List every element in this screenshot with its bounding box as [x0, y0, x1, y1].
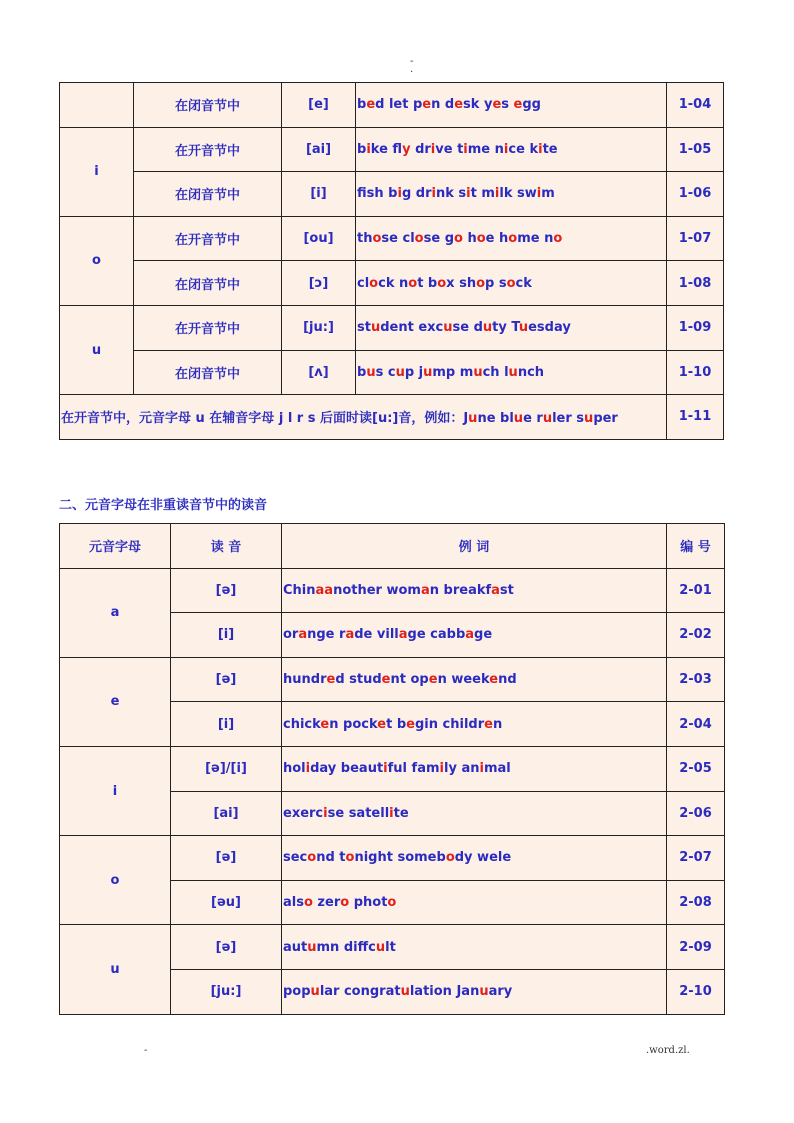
- letter-cell: e: [60, 657, 171, 746]
- sound-cell: [ɔ]: [282, 261, 356, 306]
- highlighted-letter: u: [310, 984, 320, 1000]
- table-row: [60, 127, 724, 172]
- page-footer-right: .word.zl.: [646, 1045, 690, 1056]
- code-cell: 2-04: [667, 702, 725, 747]
- example-text: nd: [498, 672, 517, 688]
- table-row: [60, 836, 725, 881]
- example-text: se satell: [327, 805, 390, 821]
- rule-cell: 在闭音节中: [134, 172, 282, 217]
- code-cell: 1-07: [667, 216, 724, 261]
- letter-cell: i: [60, 127, 134, 216]
- example-text: dent exc: [380, 320, 444, 336]
- example-text: p j: [404, 364, 424, 380]
- example-text: ve t: [435, 141, 464, 157]
- example-cell: [282, 613, 667, 658]
- highlighted-letter: u: [542, 411, 553, 427]
- letter-cell: a: [60, 568, 171, 657]
- highlighted-letter: e: [484, 716, 493, 732]
- table-row-note: [60, 395, 724, 440]
- highlighted-letter: o: [476, 275, 486, 291]
- highlighted-letter: e: [428, 672, 438, 688]
- code-cell: 1-10: [667, 350, 724, 395]
- highlighted-letter: e: [366, 97, 376, 113]
- highlighted-letter: aa: [315, 582, 334, 598]
- example-text: nk s: [435, 186, 467, 202]
- vowel-stressed-table: [59, 82, 724, 440]
- code-cell: 2-01: [667, 568, 725, 613]
- sound-cell: [i]: [171, 613, 282, 658]
- highlighted-letter: u: [513, 411, 524, 427]
- example-text: ck: [515, 275, 532, 291]
- table-row: [60, 657, 725, 702]
- rule-cell: 在开音节中: [134, 216, 282, 261]
- highlighted-letter: o: [387, 895, 397, 911]
- rule-cell: 在闭音节中: [134, 83, 282, 128]
- highlighted-letter: i: [430, 141, 436, 157]
- example-text: ge: [474, 627, 493, 643]
- highlighted-letter: o: [508, 231, 518, 247]
- highlighted-letter: u: [508, 364, 518, 380]
- example-text: n week: [437, 672, 490, 688]
- code-cell: 1-05: [667, 127, 724, 172]
- code-cell: 2-09: [667, 925, 725, 970]
- sound-cell: [ai]: [171, 791, 282, 836]
- example-text: h: [462, 231, 477, 247]
- example-text: st: [499, 582, 514, 598]
- example-text: n pock: [329, 716, 378, 732]
- example-cell: [356, 261, 667, 306]
- example-text: m: [541, 186, 555, 202]
- highlighted-letter: a: [420, 582, 430, 598]
- section-title: 二、元音字母在非重读音节中的读音: [59, 498, 268, 513]
- highlighted-letter: i: [538, 141, 543, 157]
- example-text: dy wele: [454, 850, 512, 866]
- example-text: x sh: [446, 275, 477, 291]
- table-row: [60, 172, 724, 217]
- table-row: [60, 568, 725, 613]
- note-prefix: 在开音节中，元音字母 u 在辅音字母 j l r s 后面时读[u:]音，例如：J: [61, 411, 469, 427]
- example-cell: [282, 746, 667, 791]
- example-cell: [282, 925, 667, 970]
- highlighted-letter: e: [492, 97, 502, 113]
- example-text: n: [492, 716, 503, 732]
- code-cell: 1-04: [667, 83, 724, 128]
- example-text: cl: [357, 275, 370, 291]
- highlighted-letter: u: [375, 939, 386, 955]
- example-cell: [282, 702, 667, 747]
- highlighted-letter: o: [307, 850, 317, 866]
- code-cell: 1-09: [667, 305, 724, 350]
- column-header: 例 词: [282, 524, 667, 569]
- page-header-mark: - .: [410, 56, 414, 75]
- table-row: [60, 216, 724, 261]
- highlighted-letter: e: [454, 97, 464, 113]
- example-cell: [282, 836, 667, 881]
- code-cell: 1-06: [667, 172, 724, 217]
- example-text: se cl: [381, 231, 415, 247]
- highlighted-letter: u: [370, 320, 381, 336]
- table-row: [60, 746, 725, 791]
- rule-cell: 在闭音节中: [134, 350, 282, 395]
- example-text: ch l: [482, 364, 509, 380]
- sound-cell: [ai]: [282, 127, 356, 172]
- example-text: chick: [283, 716, 321, 732]
- letter-cell: o: [60, 216, 134, 305]
- example-text: t m: [470, 186, 495, 202]
- example-text: mp m: [432, 364, 474, 380]
- example-text: als: [283, 895, 304, 911]
- example-text: b: [357, 141, 367, 157]
- example-text: s c: [375, 364, 396, 380]
- highlighted-letter: u: [584, 411, 594, 427]
- highlighted-letter: i: [323, 805, 328, 821]
- example-text: ly an: [443, 761, 480, 777]
- example-text: te: [542, 141, 558, 157]
- example-text: ary: [488, 984, 513, 1000]
- example-text: n d: [431, 97, 455, 113]
- example-text: dr: [410, 141, 431, 157]
- column-header: 编 号: [667, 524, 725, 569]
- sound-cell: [ou]: [282, 216, 356, 261]
- example-cell: [282, 969, 667, 1014]
- example-text: phot: [349, 895, 388, 911]
- example-text: day beaut: [310, 761, 384, 777]
- highlighted-letter: o: [445, 850, 455, 866]
- example-text: lar congrat: [319, 984, 401, 1000]
- highlighted-letter: u: [443, 320, 453, 336]
- code-cell: 2-02: [667, 613, 725, 658]
- highlighted-letter: u: [468, 411, 478, 427]
- highlighted-letter: i: [503, 141, 509, 157]
- example-text: exerc: [283, 805, 324, 821]
- example-text: e r: [523, 411, 543, 427]
- example-cell: [356, 216, 667, 261]
- highlighted-letter: e: [326, 672, 336, 688]
- table-header-row: [60, 524, 725, 569]
- example-text: f: [357, 186, 367, 202]
- example-cell: [356, 172, 667, 217]
- example-text: sh b: [366, 186, 398, 202]
- highlighted-letter: e: [377, 716, 387, 732]
- example-text: nge r: [307, 627, 346, 643]
- sound-cell: [ju:]: [171, 969, 282, 1014]
- example-text: de vill: [354, 627, 399, 643]
- example-text: s: [501, 97, 514, 113]
- example-text: ne bl: [477, 411, 514, 427]
- example-text: b: [357, 97, 367, 113]
- example-text: st: [357, 320, 371, 336]
- column-header: 读 音: [171, 524, 282, 569]
- highlighted-letter: u: [400, 984, 410, 1000]
- highlighted-letter: i: [366, 141, 371, 157]
- example-text: nother wom: [333, 582, 421, 598]
- example-text: gin childr: [414, 716, 485, 732]
- example-text: ful fam: [387, 761, 440, 777]
- example-text: nd t: [316, 850, 346, 866]
- highlighted-letter: i: [463, 141, 468, 157]
- sound-cell: [i]: [171, 702, 282, 747]
- example-text: per: [593, 411, 618, 427]
- highlighted-letter: i: [305, 761, 311, 777]
- highlighted-letter: i: [397, 186, 402, 202]
- sound-cell: [ə]: [171, 836, 282, 881]
- highlighted-letter: a: [491, 582, 500, 598]
- column-header: 元音字母: [60, 524, 171, 569]
- highlighted-letter: u: [479, 984, 489, 1000]
- example-cell: [282, 880, 667, 925]
- highlighted-letter: o: [340, 895, 350, 911]
- highlighted-letter: o: [506, 275, 516, 291]
- example-text: t b: [386, 716, 407, 732]
- example-text: gg: [522, 97, 541, 113]
- sound-cell: [i]: [282, 172, 356, 217]
- example-text: Chin: [283, 582, 316, 598]
- highlighted-letter: e: [320, 716, 330, 732]
- code-cell: 1-11: [667, 395, 724, 440]
- example-text: sk y: [463, 97, 493, 113]
- example-text: th: [357, 231, 373, 247]
- highlighted-letter: u: [307, 939, 317, 955]
- example-text: zer: [312, 895, 341, 911]
- highlighted-letter: i: [439, 761, 444, 777]
- highlighted-letter: e: [489, 672, 499, 688]
- example-text: mn diffc: [316, 939, 376, 955]
- example-text: se d: [452, 320, 483, 336]
- example-text: ty T: [492, 320, 519, 336]
- highlighted-letter: u: [518, 320, 529, 336]
- example-text: b: [357, 364, 367, 380]
- example-text: me n: [517, 231, 554, 247]
- example-cell: [282, 568, 667, 613]
- example-text: mal: [483, 761, 511, 777]
- table-row: [60, 350, 724, 395]
- code-cell: 2-05: [667, 746, 725, 791]
- highlighted-letter: a: [298, 627, 308, 643]
- code-cell: 2-03: [667, 657, 725, 702]
- highlighted-letter: i: [536, 186, 542, 202]
- code-cell: 2-06: [667, 791, 725, 836]
- table-row: [60, 261, 724, 306]
- example-text: me n: [467, 141, 504, 157]
- sound-cell: [ə]/[i]: [171, 746, 282, 791]
- sound-cell: [ə]: [171, 657, 282, 702]
- example-text: lation Jan: [409, 984, 480, 1000]
- highlighted-letter: o: [369, 275, 379, 291]
- example-text: hol: [283, 761, 306, 777]
- example-text: t b: [417, 275, 438, 291]
- example-text: aut: [283, 939, 308, 955]
- example-text: sec: [283, 850, 308, 866]
- highlighted-letter: y: [402, 141, 411, 157]
- sound-cell: [ə]: [171, 568, 282, 613]
- highlighted-letter: u: [473, 364, 483, 380]
- highlighted-letter: a: [345, 627, 355, 643]
- example-text: ge cabb: [407, 627, 466, 643]
- table-row: [60, 925, 725, 970]
- highlighted-letter: e: [422, 97, 432, 113]
- sound-cell: [ju:]: [282, 305, 356, 350]
- example-text: nch: [517, 364, 545, 380]
- highlighted-letter: u: [395, 364, 405, 380]
- example-text: e h: [485, 231, 509, 247]
- example-cell: [356, 83, 667, 128]
- highlighted-letter: o: [476, 231, 486, 247]
- example-text: se g: [423, 231, 454, 247]
- code-cell: 2-08: [667, 880, 725, 925]
- highlighted-letter: o: [553, 231, 563, 247]
- vowel-unstressed-table: [59, 523, 725, 1015]
- example-text: night someb: [354, 850, 446, 866]
- letter-cell: [60, 83, 134, 128]
- highlighted-letter: e: [406, 716, 415, 732]
- letter-cell: o: [60, 836, 171, 925]
- highlighted-letter: o: [303, 895, 313, 911]
- example-text: te: [393, 805, 409, 821]
- highlighted-letter: o: [414, 231, 424, 247]
- example-text: g dr: [401, 186, 432, 202]
- highlighted-letter: o: [454, 231, 463, 247]
- highlighted-letter: u: [423, 364, 433, 380]
- page-footer-left: -: [144, 1045, 148, 1056]
- table-row: [60, 305, 724, 350]
- sound-cell: [ʌ]: [282, 350, 356, 395]
- example-text: d let p: [375, 97, 423, 113]
- letter-cell: u: [60, 925, 171, 1014]
- sound-cell: [e]: [282, 83, 356, 128]
- highlighted-letter: i: [389, 805, 394, 821]
- code-cell: 2-10: [667, 969, 725, 1014]
- table-row: [60, 83, 724, 128]
- example-cell: [282, 791, 667, 836]
- example-text: d stud: [335, 672, 382, 688]
- rule-cell: 在开音节中: [134, 127, 282, 172]
- highlighted-letter: u: [482, 320, 493, 336]
- example-cell: [356, 127, 667, 172]
- highlighted-letter: i: [431, 186, 436, 202]
- code-cell: 1-08: [667, 261, 724, 306]
- example-text: ce k: [508, 141, 539, 157]
- highlighted-letter: o: [408, 275, 418, 291]
- letter-cell: u: [60, 305, 134, 394]
- note-examples: [468, 411, 618, 426]
- rule-cell: 在闭音节中: [134, 261, 282, 306]
- highlighted-letter: u: [366, 364, 376, 380]
- example-text: lk sw: [499, 186, 537, 202]
- example-cell: [356, 350, 667, 395]
- note-cell: [60, 395, 667, 440]
- highlighted-letter: a: [465, 627, 475, 643]
- rule-cell: 在开音节中: [134, 305, 282, 350]
- example-text: esday: [528, 320, 571, 336]
- highlighted-letter: o: [437, 275, 447, 291]
- example-text: ke fl: [370, 141, 403, 157]
- highlighted-letter: o: [372, 231, 382, 247]
- highlighted-letter: i: [383, 761, 388, 777]
- example-text: or: [283, 627, 299, 643]
- example-text: hundr: [283, 672, 327, 688]
- example-text: pop: [283, 984, 311, 1000]
- example-text: ler s: [552, 411, 585, 427]
- sound-cell: [ə]: [171, 925, 282, 970]
- sound-cell: [əu]: [171, 880, 282, 925]
- example-text: n breakf: [429, 582, 492, 598]
- letter-cell: i: [60, 746, 171, 835]
- highlighted-letter: a: [398, 627, 408, 643]
- highlighted-letter: i: [494, 186, 500, 202]
- example-text: ck n: [378, 275, 409, 291]
- highlighted-letter: i: [479, 761, 484, 777]
- highlighted-letter: e: [513, 97, 523, 113]
- example-text: p s: [485, 275, 507, 291]
- example-cell: [356, 305, 667, 350]
- example-text: nt op: [390, 672, 429, 688]
- highlighted-letter: i: [466, 186, 471, 202]
- code-cell: 2-07: [667, 836, 725, 881]
- example-cell: [282, 657, 667, 702]
- example-text: lt: [385, 939, 396, 955]
- highlighted-letter: e: [381, 672, 391, 688]
- highlighted-letter: o: [345, 850, 355, 866]
